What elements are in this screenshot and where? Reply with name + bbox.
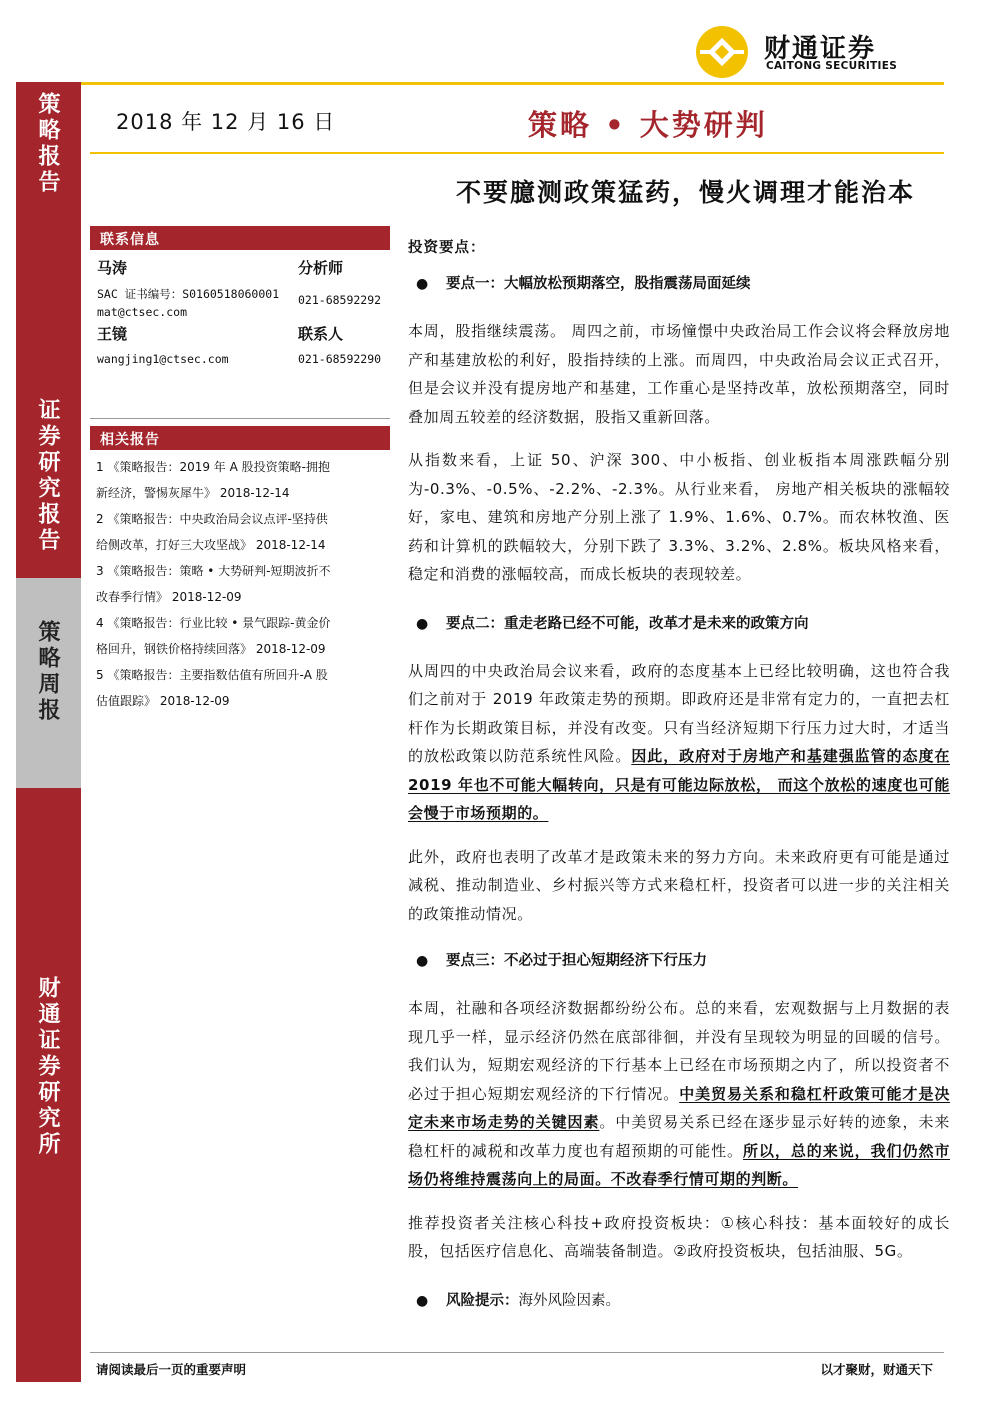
related-report-line: 3 《策略报告：策略 • 大势研判-短期波折不 xyxy=(96,564,331,578)
sidebar-block-type xyxy=(16,82,81,378)
related-report-line: 4 《策略报告：行业比较 • 景气跟踪-黄金价 xyxy=(96,616,331,630)
paragraph-reform: 此外，政府也表明了改革才是政策未来的努力方向。未来政府更有可能是通过减税、推动制造业、乡村振兴等方式来稳杠杆，投资者可以进一步的关注相关的政策推动情况。 xyxy=(408,847,950,923)
contact-section-title: 联系信息 xyxy=(90,226,390,250)
contact-person-name: 王镜 xyxy=(97,325,128,343)
related-report-line: 2 《策略报告：中央政治局会议点评-坚持供 xyxy=(96,512,328,526)
related-reports-list xyxy=(96,454,388,714)
related-section-title: 相关报告 xyxy=(90,426,390,450)
analyst-phone: 021-68592292 xyxy=(298,293,382,307)
header-rule xyxy=(90,152,944,154)
bullet-icon: ● xyxy=(416,615,429,632)
footer-slogan: 以才聚财，财通天下 xyxy=(820,1362,933,1377)
sidebar-label-institute: 财通证券研究所 xyxy=(35,976,61,1158)
paragraph-economy xyxy=(408,994,950,1194)
economy-text-b: 。中美贸易关系已经在逐步显示好转的迹象，未来稳杠杆的减税和改革力度也有超预期的可能性。 xyxy=(408,1113,951,1160)
analyst-name: 马涛 xyxy=(97,259,128,277)
footer-rule xyxy=(90,1352,944,1353)
left-sidebar xyxy=(16,82,81,1382)
contact-divider xyxy=(90,418,390,419)
sidebar-label-category: 证券研究报告 xyxy=(35,398,61,554)
report-series: 策略 • 大势研判 xyxy=(528,108,768,142)
related-report-item[interactable] xyxy=(96,454,388,506)
related-report-line: 5 《策略报告：主要指数估值有所回升-A 股 xyxy=(96,668,328,682)
report-date: 2018 年 12 月 16 日 xyxy=(116,110,336,134)
risk-text: 海外风险因素。 xyxy=(518,1292,620,1309)
key-points-heading: 投资要点： xyxy=(408,240,486,256)
report-headline: 不要臆测政策猛药，慢火调理才能治本 xyxy=(455,178,915,207)
sidebar-block-institute xyxy=(16,788,81,1382)
top-rule xyxy=(16,82,944,85)
main-content xyxy=(408,236,950,1316)
risk-label: 风险提示： xyxy=(446,1292,519,1309)
policy-emphasis: 因此，政府对于房地产和基建强监管的态度在 2019 年也不可能大幅转向，只是有可能边际放松， 而这个放松的速度也可能会慢于市场预期的。 xyxy=(408,747,950,822)
sidebar-block-category xyxy=(16,378,81,578)
sidebar-block-weekly xyxy=(16,578,81,788)
related-report-line: 估值跟踪》 2018-12-09 xyxy=(96,694,230,708)
related-report-item[interactable] xyxy=(96,610,388,662)
related-report-line: 给侧改革，打好三大攻坚战》 2018-12-14 xyxy=(96,538,326,552)
key-point-3-text: 要点三：不必过于担心短期经济下行压力 xyxy=(446,953,707,969)
paragraph-policy xyxy=(408,657,950,828)
related-report-line: 格回升，钢铁价格持续回落》 2018-12-09 xyxy=(96,642,326,656)
analyst-role: 分析师 xyxy=(298,259,344,277)
contact-person-role: 联系人 xyxy=(298,325,344,343)
analyst-email[interactable]: mat@ctsec.com xyxy=(97,305,188,319)
policy-text: 从周四的中央政治局会议来看，政府的态度基本上已经比较明确，这也符合我们之前对于 2019 年政策走势的预期。即政府还是非常有定力的，一直把去杠杆作为长期政策目标，并没有改变。只有当经济短期下行压力过大时，才适当的放松政策以防范系统性风险。 xyxy=(408,661,950,765)
economy-emphasis-2: 所以，总的来说，我们仍然市场仍将维持震荡向上的局面。不改春季行情可期的判断。 xyxy=(408,1141,950,1188)
bullet-icon: ● xyxy=(416,1292,429,1309)
paragraph-index-performance: 从指数来看，上证 50、沪深 300、中小板指、创业板指本周涨跌幅分别为-0.3%、-0.5%、-2.2%、-2.3%。从行业来看， 房地产相关板块的涨幅较好，家电、建筑和房地产分别上涨了 1.9%、1.6%、0.7%。而农林牧渔、医药和计算机的跌幅较大，分别下跌了 3.3%、3.2%、2.8%。板块风格来看，稳定和消费的涨幅较高，而成长板块的表现较差。 xyxy=(408,451,950,583)
related-report-item[interactable] xyxy=(96,506,388,558)
risk-warning xyxy=(408,1286,950,1316)
logo-name-cn: 财通证券 xyxy=(764,34,877,64)
economy-emphasis-1: 中美贸易关系和稳杠杆政策可能才是决定未来市场走势的关键因素 xyxy=(408,1084,951,1131)
contact-person-email[interactable]: wangjing1@ctsec.com xyxy=(97,352,229,366)
related-report-line: 改春季行情》 2018-12-09 xyxy=(96,590,242,604)
sidebar-label-weekly: 策略周报 xyxy=(35,620,61,724)
bullet-icon: ● xyxy=(416,276,429,292)
sidebar-label-type: 策略报告 xyxy=(35,92,61,196)
caitong-logo-icon xyxy=(692,22,752,82)
related-report-item[interactable] xyxy=(96,558,388,610)
paragraph-recommendation: 推荐投资者关注核心科技+政府投资板块：①核心科技：基本面较好的成长股，包括医疗信息化、高端装备制造。②政府投资板块，包括油服、5G。 xyxy=(408,1213,950,1260)
analyst-cert: SAC 证书编号：S0160518060001 xyxy=(97,287,280,301)
related-report-item[interactable] xyxy=(96,662,388,714)
logo-name-en: CAITONG SECURITIES xyxy=(766,60,898,72)
footer-disclaimer-note: 请阅读最后一页的重要声明 xyxy=(96,1362,247,1377)
related-report-line: 1 《策略报告：2019 年 A 股投资策略-拥抱 xyxy=(96,460,330,474)
key-point-3 xyxy=(408,946,950,976)
caitong-logo xyxy=(692,22,922,82)
key-point-2 xyxy=(408,609,950,639)
economy-text-a: 本周，社融和各项经济数据都纷纷公布。总的来看，宏观数据与上月数据的表现几乎一样，显示经济仍然在底部徘徊，并没有呈现较为明显的回暖的信号。我们认为，短期宏观经济的下行基本上已经在市场预期之内了，所以投资者不必过于担心短期宏观经济的下行情况。 xyxy=(408,999,950,1103)
bullet-icon: ● xyxy=(416,953,429,969)
key-point-1 xyxy=(408,269,950,299)
key-point-1-text: 要点一：大幅放松预期落空，股指震荡局面延续 xyxy=(446,276,751,292)
contact-person-phone: 021-68592290 xyxy=(298,352,382,366)
key-point-2-text: 要点二：重走老路已经不可能，改革才是未来的政策方向 xyxy=(446,615,809,632)
paragraph-market-review: 本周，股指继续震荡。 周四之前，市场憧憬中央政治局工作会议将会释放房地产和基建放松的利好，股指持续的上涨。而周四，中央政治局会议正式召开，但是会议并没有提房地产和基建，工作重心是坚持改革，放松预期落空，同时叠加周五较差的经济数据，股指又重新回落。 xyxy=(408,322,950,426)
related-report-line: 新经济，警惕灰犀牛》 2018-12-14 xyxy=(96,486,290,500)
